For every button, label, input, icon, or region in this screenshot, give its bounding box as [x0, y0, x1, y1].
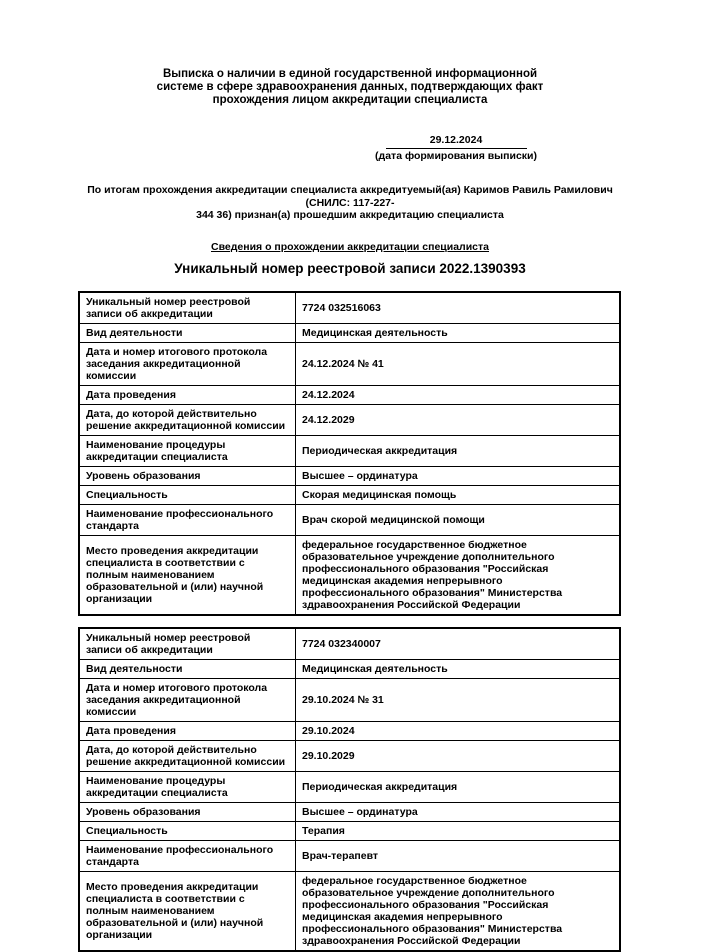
- row-label: Место проведения аккредитации специалиста в соответствии с полным наименованием образовательной и (или) научной организации: [79, 871, 296, 951]
- row-value: Терапия: [296, 821, 621, 840]
- row-label: Дата, до которой действительно решение аккредитационной комиссии: [79, 404, 296, 435]
- row-value: 24.12.2024: [296, 385, 621, 404]
- document-title-line-2: системе в сфере здравоохранения данных, подтверждающих факт: [156, 81, 544, 93]
- table-row: [79, 628, 620, 660]
- formation-date-area: [78, 134, 622, 164]
- row-value: 29.10.2029: [296, 740, 621, 771]
- table-row: [79, 323, 620, 342]
- formation-date-caption: (дата формирования выписки): [375, 150, 537, 162]
- row-value: Высшее – ординатура: [296, 466, 621, 485]
- row-label: Наименование процедуры аккредитации специалиста: [79, 435, 296, 466]
- row-value: Врач-терапевт: [296, 840, 621, 871]
- table-row: [79, 821, 620, 840]
- formation-date-block: [375, 134, 537, 162]
- accreditation-record-table-1: [78, 291, 621, 616]
- row-label: Уровень образования: [79, 802, 296, 821]
- intro-paragraph-line-1: По итогам прохождения аккредитации специалиста аккредитуемый(ая) Каримов Равиль Рамилович (СНИЛС: 117-227-: [87, 184, 613, 209]
- row-label: Вид деятельности: [79, 323, 296, 342]
- document-title: [78, 68, 622, 107]
- row-value: Высшее – ординатура: [296, 802, 621, 821]
- row-value: Медицинская деятельность: [296, 659, 621, 678]
- table-row: [79, 404, 620, 435]
- formation-date-value: 29.12.2024: [386, 134, 527, 149]
- registry-number-heading: Уникальный номер реестровой записи 2022.1390393: [174, 260, 526, 276]
- table-row: [79, 385, 620, 404]
- table-row: [79, 721, 620, 740]
- row-label: Специальность: [79, 821, 296, 840]
- row-label: Дата проведения: [79, 385, 296, 404]
- table-row: [79, 678, 620, 721]
- row-value: Медицинская деятельность: [296, 323, 621, 342]
- row-value: Периодическая аккредитация: [296, 435, 621, 466]
- table-row: [79, 485, 620, 504]
- row-label: Дата, до которой действительно решение аккредитационной комиссии: [79, 740, 296, 771]
- table-row: [79, 871, 620, 951]
- row-value: 7724 032516063: [296, 292, 621, 324]
- row-label: Место проведения аккредитации специалиста в соответствии с полным наименованием образовательной и (или) научной организации: [79, 535, 296, 615]
- table-row: [79, 466, 620, 485]
- row-label: Дата и номер итогового протокола заседания аккредитационной комиссии: [79, 342, 296, 385]
- row-label: Наименование профессионального стандарта: [79, 840, 296, 871]
- document-title-line-1: Выписка о наличии в единой государственной информационной: [162, 68, 538, 80]
- row-value: 24.12.2029: [296, 404, 621, 435]
- row-value: Периодическая аккредитация: [296, 771, 621, 802]
- row-value: федеральное государственное бюджетное образовательное учреждение дополнительного профессионального образования "Российская медицинская академия непрерывного профессионального образования" Министерства здравоохранения Российской Федерации: [296, 535, 621, 615]
- table-row: [79, 342, 620, 385]
- row-label: Вид деятельности: [79, 659, 296, 678]
- row-label: Дата проведения: [79, 721, 296, 740]
- table-row: [79, 802, 620, 821]
- intro-paragraph-line-2: 344 36) признан(а) прошедшим аккредитацию специалиста: [196, 209, 504, 221]
- row-label: Уникальный номер реестровой записи об аккредитации: [79, 292, 296, 324]
- row-value: 29.10.2024 № 31: [296, 678, 621, 721]
- document-title-line-3: прохождения лицом аккредитации специалиста: [212, 94, 488, 106]
- row-value: Врач скорой медицинской помощи: [296, 504, 621, 535]
- intro-paragraph: [78, 184, 622, 222]
- row-label: Наименование процедуры аккредитации специалиста: [79, 771, 296, 802]
- table-row: [79, 504, 620, 535]
- table-row: [79, 771, 620, 802]
- table-row: [79, 535, 620, 615]
- table-row: [79, 292, 620, 324]
- row-value: 29.10.2024: [296, 721, 621, 740]
- table-row: [79, 435, 620, 466]
- accreditation-record-table-2: [78, 627, 621, 952]
- row-label: Дата и номер итогового протокола заседания аккредитационной комиссии: [79, 678, 296, 721]
- row-value: 7724 032340007: [296, 628, 621, 660]
- row-value: федеральное государственное бюджетное образовательное учреждение дополнительного профессионального образования "Российская медицинская академия непрерывного профессионального образования" Министерства здравоохранения Российской Федерации: [296, 871, 621, 951]
- table-row: [79, 659, 620, 678]
- table-row: [79, 740, 620, 771]
- row-label: Уникальный номер реестровой записи об аккредитации: [79, 628, 296, 660]
- section-heading: Сведения о прохождении аккредитации специалиста: [211, 240, 489, 253]
- row-value: Скорая медицинская помощь: [296, 485, 621, 504]
- row-value: 24.12.2024 № 41: [296, 342, 621, 385]
- row-label: Уровень образования: [79, 466, 296, 485]
- table-row: [79, 840, 620, 871]
- row-label: Наименование профессионального стандарта: [79, 504, 296, 535]
- row-label: Специальность: [79, 485, 296, 504]
